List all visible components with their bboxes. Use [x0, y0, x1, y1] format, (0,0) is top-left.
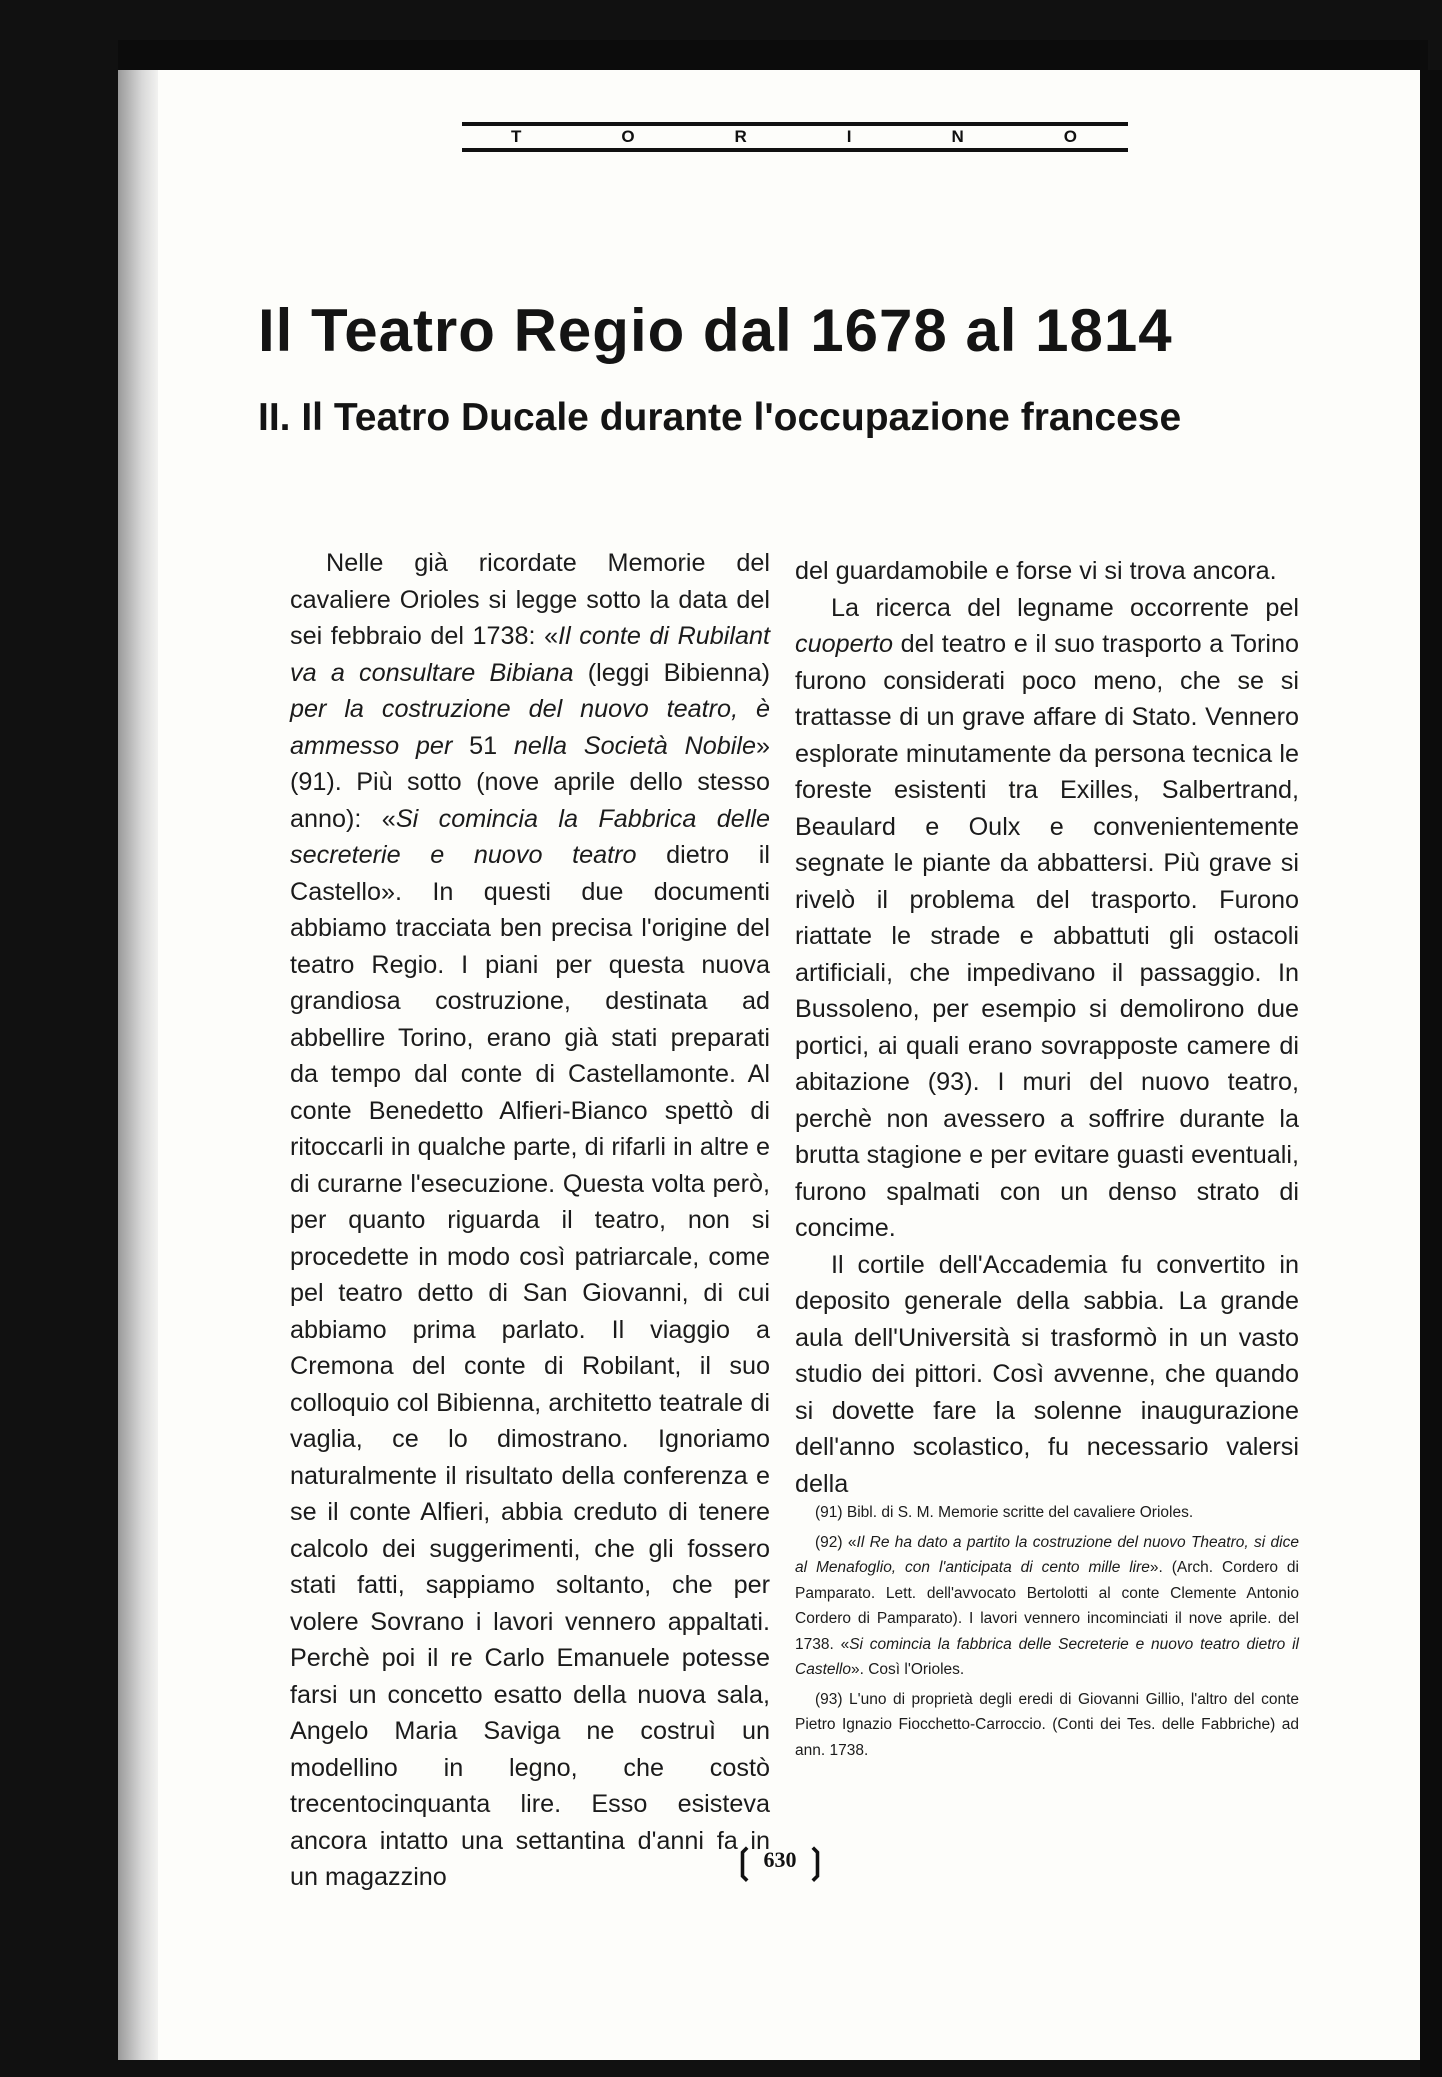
running-head-letter: O	[621, 127, 637, 146]
page-number-text: 630	[763, 1847, 797, 1873]
right-paragraph: Il cortile dell'Accademia fu convertito in deposito generale della sabbia. La grande aula dell'Università si trasformò in un vasto studio dei pittori. Così avvenne, che quando si dovette fare la solenne inaugurazione dell'anno scolastico, fu necessario valersi della	[795, 1250, 1299, 1498]
footnote-92	[795, 1530, 1299, 1683]
article-title: Il Teatro Regio dal 1678 al 1814	[258, 297, 1173, 364]
italic-quote: nella Società Nobile	[513, 731, 756, 760]
footnote-91: (91) Bibl. di S. M. Memorie scritte del cavaliere Orioles.	[815, 1504, 1194, 1521]
running-head-letter: O	[1063, 127, 1079, 146]
running-head-letter: N	[951, 127, 966, 146]
binding-shadow	[118, 70, 158, 2060]
ornament-left-icon: ❲	[729, 1844, 758, 1881]
article-subtitle: II. Il Teatro Ducale durante l'occupazione francese	[258, 396, 1182, 439]
footnote-93: (93) L'uno di proprietà degli eredi di Giovanni Gillio, l'altro del conte Pietro Ignazio Fiocchetto-Carroccio. (Conti dei Tes. delle Fabbriche) ad ann. 1738.	[795, 1690, 1299, 1759]
ornament-right-icon: ❳	[802, 1844, 831, 1881]
right-paragraph: del guardamobile e forse vi si trova ancora.	[795, 557, 1277, 585]
text-run: ». (Arch. Cordero di Pamparato. Lett. dell'avvocato Bertolotti al conte Clemente Antonio Cordero di Pamparato). I lavori vennero incominciati il nove aprile. del 1738. «	[795, 1559, 1299, 1653]
text-run: La ricerca del legname occorrente pel	[831, 593, 1299, 622]
text-run: 51	[452, 731, 514, 760]
text-run: (92) «	[815, 1533, 857, 1551]
italic-word: cuoperto	[795, 630, 894, 658]
text-run: (leggi Bibienna)	[573, 658, 770, 687]
left-column	[290, 545, 770, 1896]
italic-quote: Il conte di Rubilant va a consultare Bibiana	[290, 622, 770, 687]
italic-quote: Si comincia la fabbrica delle Secreterie e nuovo teatro dietro il Castello	[795, 1635, 1299, 1678]
italic-quote: Il Re ha dato a partito la costruzione del nuovo Theatro, si dice al Menafoglio, con l'anticipata di cento mille lire	[795, 1533, 1299, 1576]
running-head-letter: R	[734, 127, 749, 146]
text-run: Nelle già ricordate Memorie del cavaliere Orioles si legge sotto la data del sei febbraio del 1738: «	[290, 549, 770, 650]
running-head	[462, 122, 1128, 152]
right-paragraph	[795, 590, 1299, 1247]
running-head-letter: T	[510, 127, 524, 146]
text-run: » (91). Più sotto (nove aprile dello stesso anno): «	[290, 731, 770, 833]
italic-quote: Si comincia la Fabbrica delle secreterie e nuovo teatro	[290, 804, 770, 869]
page-number	[700, 1842, 860, 1882]
footnotes	[795, 1500, 1299, 1767]
text-run: ». Così l'Orioles.	[851, 1661, 965, 1678]
scan-right-edge	[1420, 70, 1442, 2077]
left-paragraph	[290, 545, 770, 1896]
right-column	[795, 553, 1299, 1502]
italic-quote: per la costruzione del nuovo teatro, è ammesso per	[290, 695, 770, 760]
text-run: del teatro e il suo trasporto a Torino furono considerati poco meno, che se si trattasse di un grave affare di Stato. Vennero esplorate minutamente da persona tecnica le foreste esistenti tra Exilles, Salbertrand, Beaulard e Oulx e convenientemente segnate le piante da abbattersi. Più grave si rivelò il problema del trasporto. Furono riattate le strade e abbattuti gli ostacoli artificiali, che impedivano il passaggio. In Bussoleno, per esempio si demolirono due portici, ai quali erano sovrapposte camere di abitazione (93). I muri del nuovo teatro, perchè non avessero a soffrire durante la brutta stagione e per evitare guasti eventuali, furono spalmati con un denso strato di concime.	[795, 630, 1299, 1242]
running-head-letter: I	[846, 127, 854, 146]
text-run: dietro il Castello». In questi due documenti abbiamo tracciata ben precisa l'origine del teatro Regio. I piani per questa nuova grandiosa costruzione, destinata ad abbellire Torino, erano già stati preparati da tempo dal conte di Castellamonte. Al conte Benedetto Alfieri-Bianco spettò di ritoccarli in qualche parte, di rifarli in altre e di curarne l'esecuzione. Questa volta però, per quanto riguarda il teatro, non si procedette in modo così patriarcale, come pel teatro detto di San Giovanni, di cui abbiamo prima parlato. Il viaggio a Cremona del conte di Robilant, il suo colloquio col Bibienna, architetto teatrale di vaglia, ce lo dimostrano. Ignoriamo naturalmente il risultato della conferenza e se il conte Alfieri, abbia creduto di tenere calcolo dei suggerimenti, che gli fossero stati fatti, sappiamo soltanto, che per volere Sovrano i lavori vennero appaltati. Perchè poi il re Carlo Emanuele potesse farsi un concetto esatto della nuova sala, Angelo Maria Saviga ne costruì un modellino in legno, che costò trecentocinquanta lire. Esso esisteva ancora intatto una settantina d'anni fa in un magazzino	[290, 841, 770, 1891]
